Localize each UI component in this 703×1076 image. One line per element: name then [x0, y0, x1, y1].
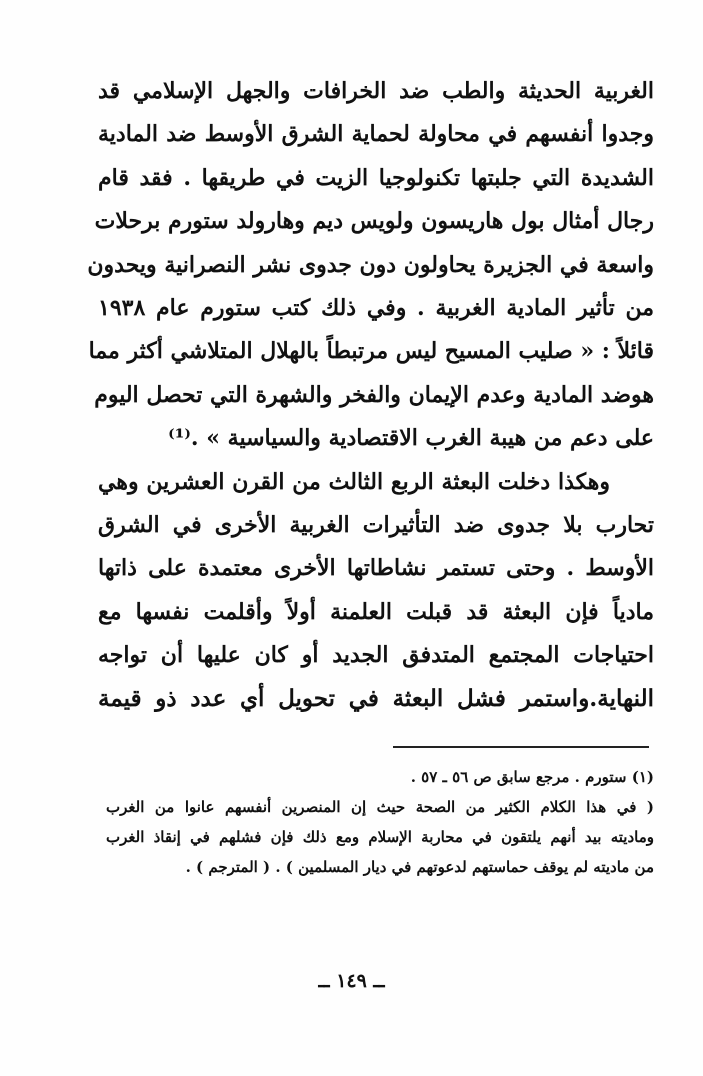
text-line: من تأثير المادية الغربية . وفي ذلك كتب ستورم عام ١٩٣٨	[98, 294, 654, 321]
page-number: ــ ١٤٩ ــ	[318, 970, 385, 992]
footnote-line: وماديته بيد أنهم يلتقون في محاربة الإسلام ومع ذلك فإن فشلهم في إنقاذ الغرب	[106, 828, 654, 846]
footnote-line: ( في هذا الكلام الكثير من الصحة حيث إن المنصرين أنفسهم عانوا من الغرب	[106, 798, 654, 816]
text-line: النهاية.واستمر فشل البعثة في تحويل أي عدد ذو قيمة	[98, 685, 654, 713]
text-line: هوضد المادية وعدم الإيمان والفخر والشهرة التي تحصل اليوم	[94, 381, 654, 408]
text-line: وجدوا أنفسهم في محاولة لحماية الشرق الأوسط ضد المادية	[98, 121, 654, 148]
text-line: رجال أمثال بول هاريسون ولويس ديم وهارولد ستورم برحلات	[94, 208, 654, 235]
text-line: تحارب بلا جدوى ضد التأثيرات الغربية الأخرى في الشرق	[98, 511, 654, 538]
text-line: على دعم من هيبة الغرب الاقتصادية والسياسية » .⁽¹⁾	[168, 425, 654, 452]
text-line: الغربية الحديثة والطب ضد الخرافات والجهل الإسلامي قد	[98, 78, 654, 104]
footnotes-block	[106, 762, 654, 882]
text-line: مادياً فإن البعثة قد قبلت العلمنة أولاً وأقلمت نفسها مع	[98, 598, 654, 625]
main-text-block	[87, 70, 654, 721]
paragraph-start-line: وهكذا دخلت البعثة الربع الثالث من القرن العشرين وهي	[98, 468, 610, 495]
text-line: قائلاً : « صليب المسيح ليس مرتبطاً بالهلال المتلاشي أكثر مما	[88, 338, 654, 365]
text-line: احتياجات المجتمع المتدفق الجديد أو كان عليها أن تواجه	[98, 642, 654, 669]
footnote-separator	[393, 746, 649, 748]
text-line: الأوسط . وحتى تستمر نشاطاتها الأخرى معتمدة على ذاتها	[98, 555, 654, 582]
text-line: واسعة في الجزيرة يحاولون دون جدوى نشر النصرانية ويحدون	[87, 251, 654, 278]
footnote-line: من ماديته لم يوقف حماستهم لدعوتهم في ديار المسلمين ) . ( المترجم ) .	[185, 858, 654, 876]
footnote-line: (١) ستورم . مرجع سابق ص ٥٦ ـ ٥٧ .	[410, 768, 654, 786]
text-line: الشديدة التي جلبتها تكنولوجيا الزيت في طريقها . فقد قام	[98, 164, 654, 191]
